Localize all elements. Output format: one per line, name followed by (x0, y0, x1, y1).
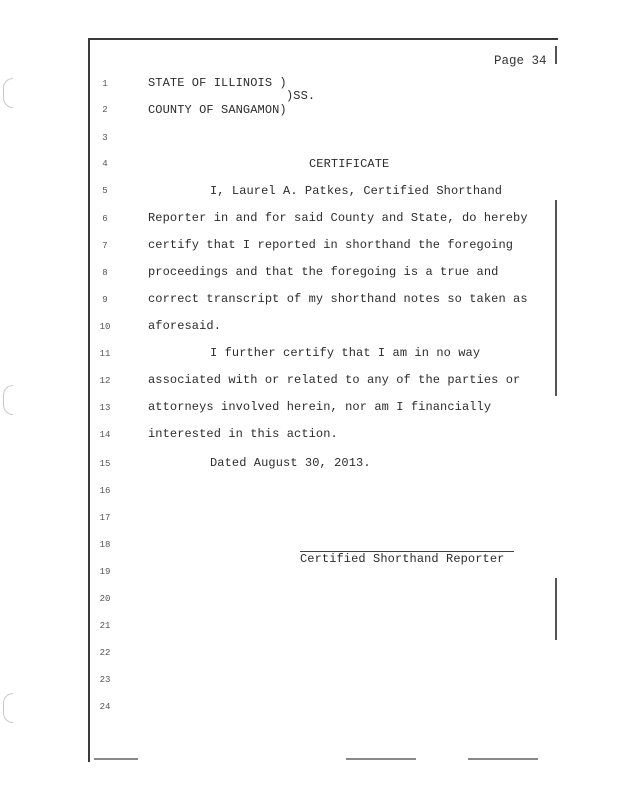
bottom-rule-mid (346, 758, 416, 760)
punch-hole-bottom (3, 693, 13, 723)
line-number: 14 (99, 430, 111, 440)
right-margin-rule-top (555, 46, 557, 64)
line-number: 17 (99, 513, 111, 523)
line-number: 7 (102, 241, 108, 251)
signature-label: Certified Shorthand Reporter (300, 552, 505, 566)
caption-state: STATE OF ILLINOIS ) (148, 76, 287, 90)
right-margin-rule-low (555, 578, 557, 640)
paragraph-line: correct transcript of my shorthand notes so taken as (148, 292, 528, 306)
line-number: 3 (102, 133, 108, 143)
line-number: 21 (99, 621, 111, 631)
line-number: 23 (99, 675, 111, 685)
dated-line: Dated August 30, 2013. (210, 456, 371, 470)
line-number: 19 (99, 567, 111, 577)
certificate-title: CERTIFICATE (309, 157, 390, 171)
line-number: 24 (99, 702, 111, 712)
paragraph-line: certify that I reported in shorthand the foregoing (148, 238, 514, 252)
line-number: 6 (102, 214, 108, 224)
bottom-rule-right (468, 758, 538, 760)
punch-hole-top (3, 78, 13, 108)
paragraph-line: I further certify that I am in no way (210, 346, 481, 360)
paragraph-line: interested in this action. (148, 427, 338, 441)
punch-hole-middle (3, 385, 13, 415)
line-number: 20 (99, 594, 111, 604)
paragraph-line: I, Laurel A. Patkes, Certified Shorthand (210, 184, 503, 198)
line-number: 12 (99, 376, 111, 386)
page-number: Page 34 (494, 54, 547, 68)
right-margin-rule-mid (555, 200, 557, 396)
line-number: 5 (102, 186, 108, 196)
line-number: 13 (99, 403, 111, 413)
line-number: 4 (102, 159, 108, 169)
paragraph-line: attorneys involved herein, nor am I financially (148, 400, 492, 414)
line-number: 22 (99, 648, 111, 658)
line-number: 18 (99, 540, 111, 550)
caption-ss: )SS. (286, 89, 316, 103)
line-number: 11 (99, 349, 111, 359)
bottom-rule-left (94, 758, 138, 760)
paragraph-line: proceedings and that the foregoing is a true and (148, 265, 499, 279)
line-number: 8 (102, 268, 108, 278)
line-number: 9 (102, 295, 108, 305)
line-number: 16 (99, 486, 111, 496)
line-number: 1 (102, 79, 108, 89)
paragraph-line: associated with or related to any of the parties or (148, 373, 521, 387)
line-number: 2 (102, 105, 108, 115)
caption-county: COUNTY OF SANGAMON) (148, 103, 287, 117)
line-number: 10 (99, 322, 111, 332)
line-number: 15 (99, 459, 111, 469)
paragraph-line: aforesaid. (148, 319, 222, 333)
paragraph-line: Reporter in and for said County and State, do hereby (148, 211, 528, 225)
